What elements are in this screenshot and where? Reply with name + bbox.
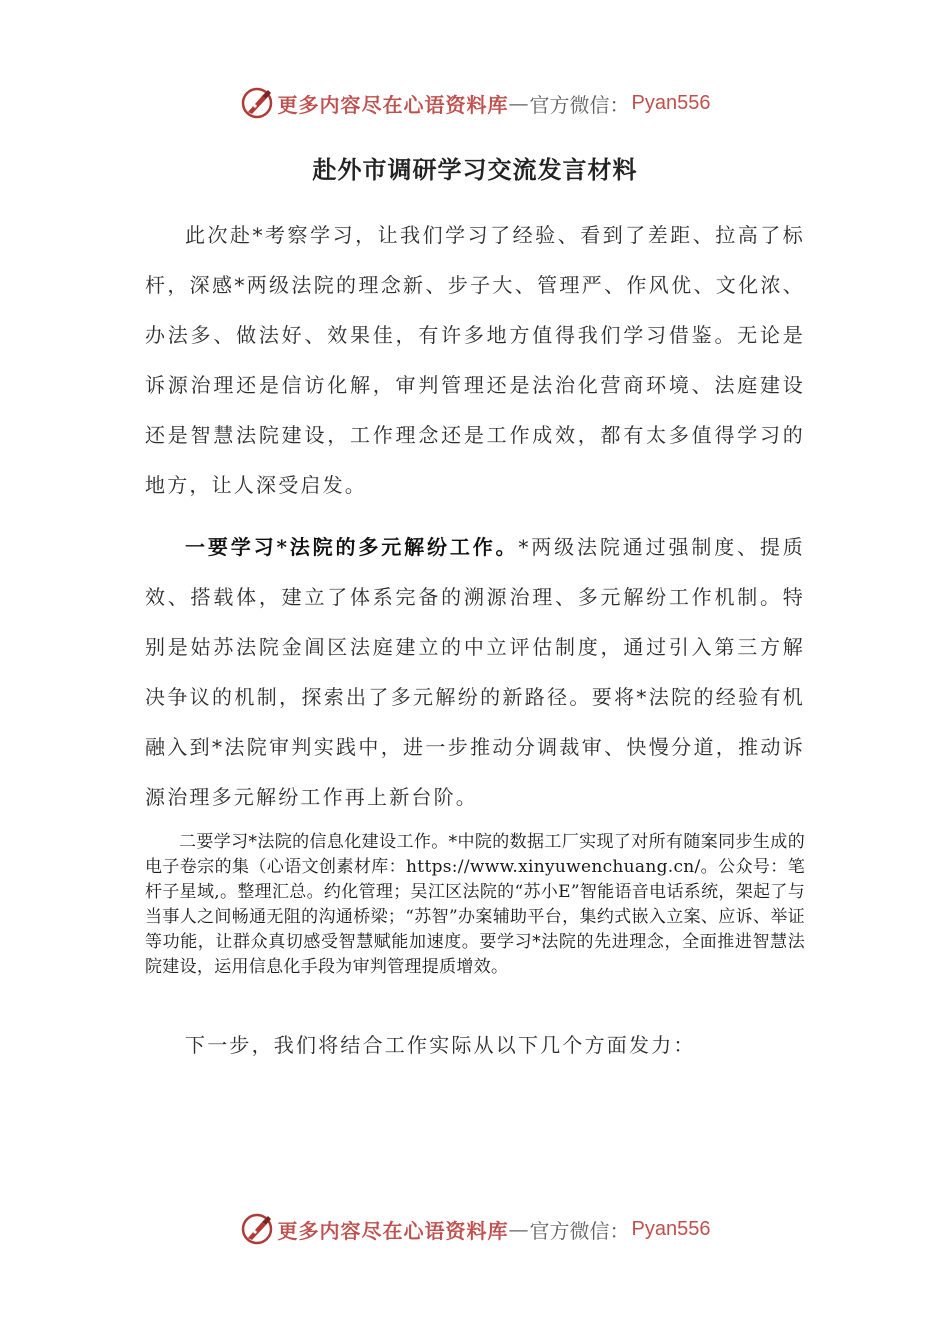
pen-nib-circle-icon bbox=[240, 86, 274, 120]
footer-banner bbox=[0, 1204, 950, 1254]
paragraph-informatization: 二要学习*法院的信息化建设工作。*中院的数据工厂实现了对所有随案同步生成的电子卷宗的集（心语文创素材库：https://www.xinyuwenchuang.cn/。公众号：笔杆子星域,。整理汇总。约化管理；吴江区法院的“苏小E”智能语音电话系统，架起了与当事人之间畅通无阻的沟通桥梁；“苏智”办案辅助平台，集约式嵌入立案、应诉、举证等功能，让群众真切感受智慧赋能加速度。要学习*法院的先进理念，全面推进智慧法院建设，运用信息化手段为审判管理提质增效。 bbox=[145, 832, 805, 977]
banner-dash: — bbox=[508, 1217, 530, 1241]
paragraph-intro: 此次赴*考察学习，让我们学习了经验、看到了差距、拉高了标杆，深感*两级法院的理念新、步子大、管理严、作风优、文化浓、办法多、做法好、效果佳，有许多地方值得我们学习借鉴。无论是诉源治理还是信访化解，审判管理还是法治化营商环境、法庭建设还是智慧法院建设，工作理念还是工作成效，都有太多值得学习的地方，让人深受启发。 bbox=[145, 223, 805, 497]
paragraph-heading: 一要学习*法院的多元解纷工作。 bbox=[185, 535, 519, 559]
paragraph-body: *两级法院通过强制度、提质效、搭载体，建立了体系完备的溯源治理、多元解纷工作机制。特别是姑苏法院金阊区法庭建立的中立评估制度，通过引入第三方解决争议的机制，探索出了多元解纷的新路径。要将*法院的经验有机融入到*法院审判实践中，进一步推动分调裁审、快慢分道，推动诉源治理多元解纷工作再上新台阶。 bbox=[145, 535, 805, 809]
banner-wechat-label: 官方微信： bbox=[529, 1218, 630, 1243]
banner-dash: — bbox=[508, 91, 530, 115]
banner-wechat-id: Pyan556 bbox=[631, 91, 711, 114]
banner-site-name: 更多内容尽在心语资料库 bbox=[277, 1218, 509, 1243]
pen-nib-circle-icon bbox=[240, 1212, 274, 1246]
paragraph-next-steps: 下一步，我们将结合工作实际从以下几个方面发力： bbox=[185, 1033, 696, 1057]
banner-wechat-id: Pyan556 bbox=[631, 1217, 711, 1240]
paragraph-diversified-dispute bbox=[145, 522, 805, 822]
document-title: 赴外市调研学习交流发言材料 bbox=[312, 155, 638, 184]
banner-wechat-label: 官方微信： bbox=[529, 92, 630, 117]
header-banner bbox=[0, 78, 950, 128]
banner-site-name: 更多内容尽在心语资料库 bbox=[277, 92, 509, 117]
